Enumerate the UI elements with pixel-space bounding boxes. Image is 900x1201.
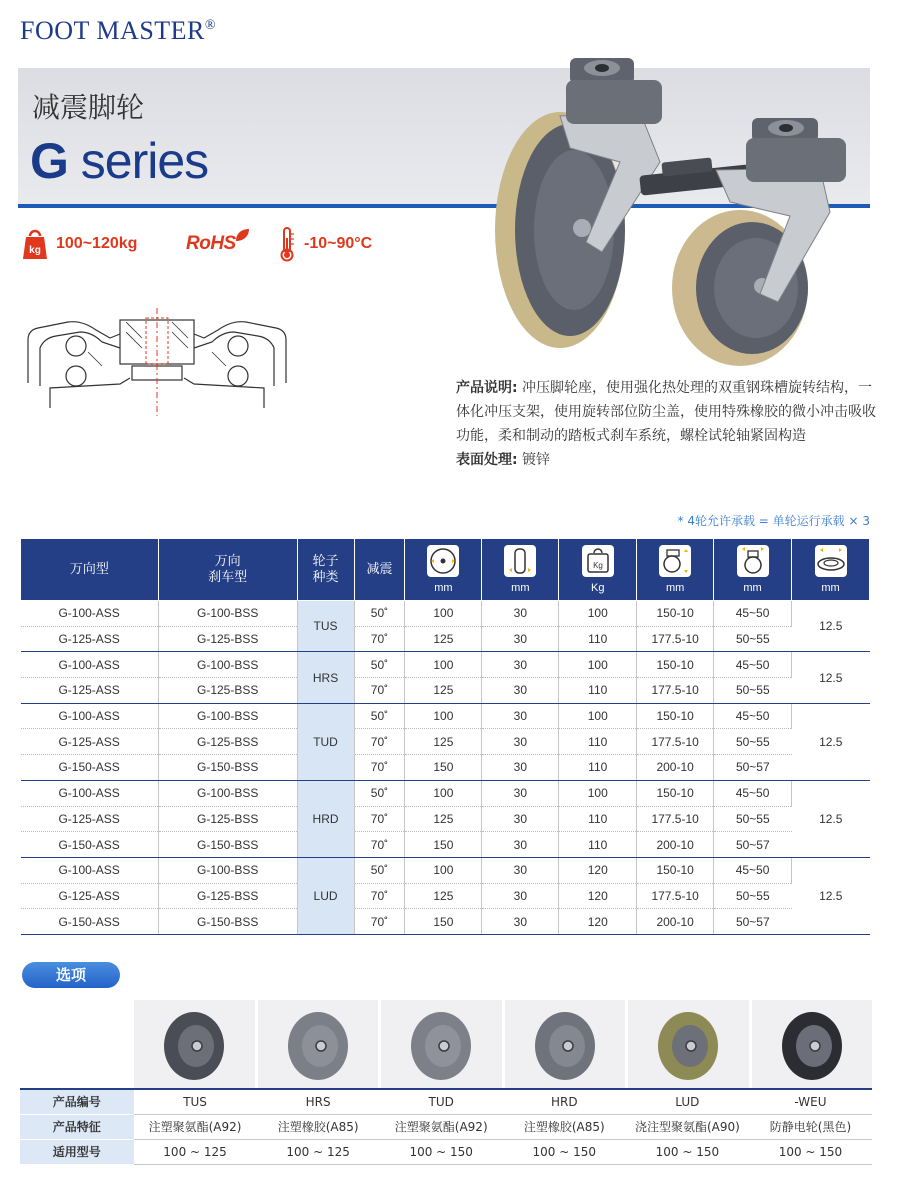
option-model-cell: 100 ~ 150: [749, 1139, 872, 1164]
header-wheel-type: 轮子 种类: [297, 539, 354, 601]
option-wheel-image: [381, 1000, 502, 1088]
product-explanation: [456, 376, 876, 448]
brake-model-cell: G-100-BSS: [158, 652, 297, 678]
table-row: [21, 729, 870, 755]
diameter-cell: 125: [405, 883, 482, 909]
table-row: [21, 755, 870, 781]
option-feature-cell: 注塑橡胶(A85): [257, 1114, 380, 1139]
svg-text:kg: kg: [29, 245, 41, 256]
diameter-cell: 150: [405, 832, 482, 858]
swivel-model-cell: G-150-ASS: [21, 832, 159, 858]
option-code-cell: LUD: [626, 1089, 749, 1114]
weight-icon: [22, 227, 48, 261]
swivel-model-cell: G-125-ASS: [21, 678, 159, 704]
header-diameter: mm: [405, 539, 482, 601]
brand-name: FOOT MASTER: [20, 16, 205, 45]
table-header-row: [21, 539, 870, 601]
option-code-cell: HRD: [503, 1089, 626, 1114]
offset-cell: 12.5: [792, 652, 870, 703]
option-wheel-image: [752, 1000, 873, 1088]
header-height: mm: [637, 539, 714, 601]
option-code-row: [20, 1089, 872, 1114]
radius-cell: 50~55: [714, 883, 792, 909]
radius-cell: 50~55: [714, 729, 792, 755]
height-cell: 200-10: [637, 755, 714, 781]
brake-model-cell: G-125-BSS: [158, 678, 297, 704]
swivel-model-cell: G-125-ASS: [21, 626, 159, 652]
option-code-cell: TUS: [134, 1089, 257, 1114]
width-cell: 30: [482, 601, 559, 627]
table-row: [21, 780, 870, 806]
load-cell: 110: [559, 678, 637, 704]
load-cell: 120: [559, 857, 637, 883]
radius-cell: 50~57: [714, 909, 792, 935]
table-row: [21, 832, 870, 858]
product-explanation-label: 产品说明:: [456, 380, 518, 396]
shock-angle-cell: 70˚: [354, 626, 405, 652]
surface-treatment: [456, 448, 876, 472]
caster-product-image: [490, 52, 870, 372]
table-row: [21, 678, 870, 704]
series-title: [30, 132, 208, 190]
height-cell: 177.5-10: [637, 678, 714, 704]
option-code-cell: TUD: [380, 1089, 503, 1114]
diameter-cell: 125: [405, 806, 482, 832]
shock-angle-cell: 70˚: [354, 883, 405, 909]
table-row: [21, 883, 870, 909]
radius-cell: 50~55: [714, 806, 792, 832]
series-letter: G: [30, 133, 68, 189]
shock-angle-cell: 70˚: [354, 806, 405, 832]
product-explanation-text: 冲压脚轮座，使用强化热处理的双重钢珠槽旋转结构，一体化冲压支架，使用旋转部位防尘盖，使用特殊橡胶的微小冲击吸收功能，柔和制动的踏板式刹车系统，螺栓试轮轴紧固构造: [456, 380, 876, 444]
radius-cell: 45~50: [714, 857, 792, 883]
diameter-cell: 125: [405, 626, 482, 652]
offset-cell: 12.5: [792, 601, 870, 652]
brake-model-cell: G-150-BSS: [158, 755, 297, 781]
registered-mark: ®: [204, 18, 217, 33]
option-code-cell: HRS: [257, 1089, 380, 1114]
rohs-mark: RoHS: [186, 233, 236, 254]
option-wheel-image: [258, 1000, 379, 1088]
option-wheel-image: [628, 1000, 749, 1088]
shock-angle-cell: 50˚: [354, 601, 405, 627]
width-cell: 30: [482, 883, 559, 909]
option-feature-row: [20, 1114, 872, 1139]
wheel-icon: [406, 1004, 476, 1084]
temperature-spec: [278, 224, 372, 264]
option-code-label: 产品编号: [20, 1089, 134, 1114]
height-cell: 177.5-10: [637, 883, 714, 909]
option-model-cell: 100 ~ 150: [503, 1139, 626, 1164]
shock-angle-cell: 50˚: [354, 780, 405, 806]
swivel-model-cell: G-100-ASS: [21, 780, 159, 806]
option-model-cell: 100 ~ 125: [257, 1139, 380, 1164]
header-brake: 万向 刹车型: [158, 539, 297, 601]
wheel-type-cell: HRS: [297, 652, 354, 703]
width-cell: 30: [482, 832, 559, 858]
svg-text:Kg: Kg: [592, 560, 603, 570]
load-note: * 4轮允许承载 = 单轮运行承载 × 3: [677, 514, 870, 528]
diameter-cell: 125: [405, 729, 482, 755]
option-feature-label: 产品特征: [20, 1114, 134, 1139]
load-cell: 110: [559, 806, 637, 832]
diameter-cell: 100: [405, 601, 482, 627]
option-model-cell: 100 ~ 150: [380, 1139, 503, 1164]
option-code-cell: -WEU: [749, 1089, 872, 1114]
rohs-spec: [186, 224, 250, 264]
height-cell: 150-10: [637, 703, 714, 729]
option-feature-cell: 注塑橡胶(A85): [503, 1114, 626, 1139]
diameter-cell: 125: [405, 678, 482, 704]
offset-cell: 12.5: [792, 780, 870, 857]
shock-angle-cell: 70˚: [354, 832, 405, 858]
load-cell: 120: [559, 909, 637, 935]
header-load: Kg Kg: [559, 539, 637, 601]
swivel-model-cell: G-100-ASS: [21, 703, 159, 729]
height-cell: 177.5-10: [637, 729, 714, 755]
radius-cell: 50~57: [714, 755, 792, 781]
header-swivel: 万向型: [21, 539, 159, 601]
diameter-cell: 100: [405, 652, 482, 678]
brake-model-cell: G-125-BSS: [158, 883, 297, 909]
wheel-diameter-icon: [426, 544, 460, 578]
brake-model-cell: G-125-BSS: [158, 729, 297, 755]
table-row: [21, 909, 870, 935]
table-row: [21, 601, 870, 627]
options-badge: 选项: [22, 962, 120, 988]
radius-cell: 50~57: [714, 832, 792, 858]
option-model-cell: 100 ~ 150: [626, 1139, 749, 1164]
height-cell: 200-10: [637, 909, 714, 935]
table-row: [21, 806, 870, 832]
header-width: mm: [482, 539, 559, 601]
swivel-radius-icon: [736, 544, 770, 578]
swivel-model-cell: G-150-ASS: [21, 755, 159, 781]
thermometer-icon: [278, 226, 296, 262]
width-cell: 30: [482, 857, 559, 883]
load-cell: 120: [559, 883, 637, 909]
mount-height-icon: [658, 544, 692, 578]
load-cell: 110: [559, 832, 637, 858]
swivel-model-cell: G-100-ASS: [21, 652, 159, 678]
option-model-cell: 100 ~ 125: [134, 1139, 257, 1164]
swivel-model-cell: G-125-ASS: [21, 806, 159, 832]
surface-treatment-text: 镀锌: [517, 452, 551, 468]
shock-angle-cell: 70˚: [354, 678, 405, 704]
width-cell: 30: [482, 780, 559, 806]
option-wheel-image: [134, 1000, 255, 1088]
diameter-cell: 150: [405, 909, 482, 935]
option-feature-cell: 注塑聚氨酯(A92): [134, 1114, 257, 1139]
height-cell: 177.5-10: [637, 626, 714, 652]
option-feature-cell: 浇注型聚氨酯(A90): [626, 1114, 749, 1139]
shock-angle-cell: 70˚: [354, 729, 405, 755]
width-cell: 30: [482, 729, 559, 755]
option-model-row: [20, 1139, 872, 1164]
width-cell: 30: [482, 755, 559, 781]
swivel-model-cell: G-125-ASS: [21, 729, 159, 755]
option-feature-cell: 防静电轮(黑色): [749, 1114, 872, 1139]
table-row: [21, 703, 870, 729]
load-range: 100~120kg: [56, 235, 138, 252]
radius-cell: 50~55: [714, 626, 792, 652]
wheel-icon: [283, 1004, 353, 1084]
brake-model-cell: G-100-BSS: [158, 780, 297, 806]
temperature-range: -10~90°C: [304, 235, 373, 252]
swivel-model-cell: G-150-ASS: [21, 909, 159, 935]
diameter-cell: 100: [405, 857, 482, 883]
height-cell: 150-10: [637, 652, 714, 678]
width-cell: 30: [482, 626, 559, 652]
shock-angle-cell: 50˚: [354, 652, 405, 678]
header-shock: 减震: [354, 539, 405, 601]
load-weight-icon: [581, 544, 615, 578]
diameter-cell: 150: [405, 755, 482, 781]
surface-treatment-label: 表面处理:: [456, 452, 518, 468]
brand-logo: [20, 16, 216, 46]
option-model-label: 适用型号: [20, 1139, 134, 1164]
swivel-model-cell: G-100-ASS: [21, 857, 159, 883]
wheel-type-cell: TUD: [297, 703, 354, 780]
shock-angle-cell: 50˚: [354, 703, 405, 729]
shock-angle-cell: 70˚: [354, 755, 405, 781]
brake-model-cell: G-125-BSS: [158, 626, 297, 652]
load-cell: 100: [559, 601, 637, 627]
table-row: [21, 857, 870, 883]
option-image-row: [134, 1000, 872, 1088]
height-cell: 150-10: [637, 601, 714, 627]
width-cell: 30: [482, 678, 559, 704]
wheel-icon: [777, 1004, 847, 1084]
brake-model-cell: G-100-BSS: [158, 601, 297, 627]
table-row: [21, 652, 870, 678]
wheel-icon: [530, 1004, 600, 1084]
wheel-icon: [159, 1004, 229, 1084]
diameter-cell: 100: [405, 780, 482, 806]
load-cell: 110: [559, 626, 637, 652]
radius-cell: 45~50: [714, 601, 792, 627]
height-cell: 150-10: [637, 780, 714, 806]
wheel-type-cell: LUD: [297, 857, 354, 934]
offset-cell: 12.5: [792, 703, 870, 780]
option-feature-cell: 注塑聚氨酯(A92): [380, 1114, 503, 1139]
options-table: [20, 1088, 872, 1165]
table-row: [21, 626, 870, 652]
load-cell: 110: [559, 729, 637, 755]
height-cell: 200-10: [637, 832, 714, 858]
wheel-width-icon: [503, 544, 537, 578]
wheel-type-cell: HRD: [297, 780, 354, 857]
option-wheel-image: [505, 1000, 626, 1088]
load-cell: 100: [559, 652, 637, 678]
wheel-icon: [653, 1004, 723, 1084]
brake-model-cell: G-100-BSS: [158, 703, 297, 729]
wheel-type-cell: TUS: [297, 601, 354, 652]
height-cell: 150-10: [637, 857, 714, 883]
width-cell: 30: [482, 909, 559, 935]
plate-offset-icon: [814, 544, 848, 578]
product-description: [456, 376, 876, 472]
load-cell: 100: [559, 780, 637, 806]
radius-cell: 45~50: [714, 703, 792, 729]
specification-table-body: [21, 601, 870, 935]
swivel-model-cell: G-125-ASS: [21, 883, 159, 909]
load-cell: 110: [559, 755, 637, 781]
width-cell: 30: [482, 652, 559, 678]
cross-section-diagram: [22, 308, 292, 418]
radius-cell: 45~50: [714, 780, 792, 806]
load-cell: 100: [559, 703, 637, 729]
width-cell: 30: [482, 806, 559, 832]
height-cell: 177.5-10: [637, 806, 714, 832]
offset-cell: 12.5: [792, 857, 870, 934]
options-section: [20, 1000, 872, 1165]
specification-table: [20, 538, 870, 935]
diameter-cell: 100: [405, 703, 482, 729]
leaf-icon: [234, 227, 250, 243]
series-word: series: [67, 133, 209, 189]
swivel-model-cell: G-100-ASS: [21, 601, 159, 627]
category-title: 减震脚轮: [32, 91, 145, 124]
header-swivel-radius: mm: [714, 539, 792, 601]
brake-model-cell: G-150-BSS: [158, 909, 297, 935]
radius-cell: 45~50: [714, 652, 792, 678]
load-spec: [22, 224, 137, 264]
brake-model-cell: G-100-BSS: [158, 857, 297, 883]
header-offset: mm: [792, 539, 870, 601]
brake-model-cell: G-150-BSS: [158, 832, 297, 858]
width-cell: 30: [482, 703, 559, 729]
brake-model-cell: G-125-BSS: [158, 806, 297, 832]
shock-angle-cell: 50˚: [354, 857, 405, 883]
radius-cell: 50~55: [714, 678, 792, 704]
shock-angle-cell: 70˚: [354, 909, 405, 935]
